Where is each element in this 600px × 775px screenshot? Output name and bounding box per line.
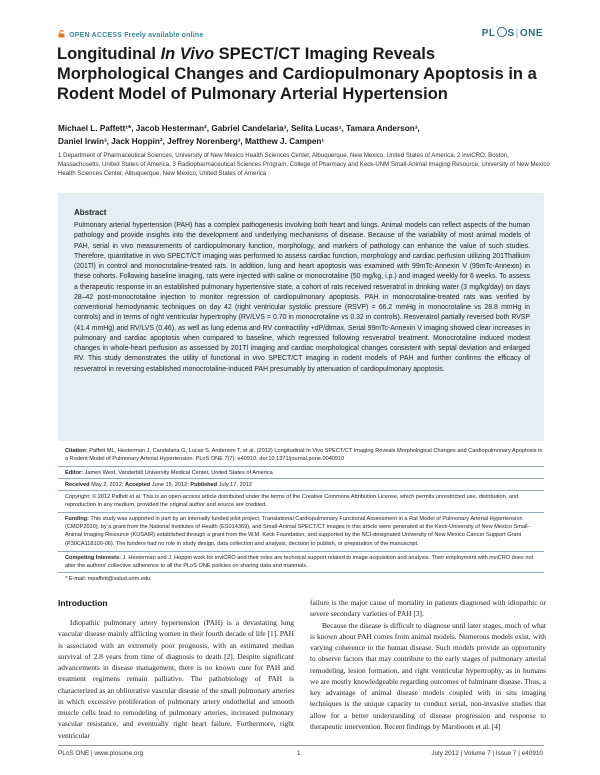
- author-line-2: Daniel Irwin³, Jack Hoppin², Jeffrey Norenberg³, Matthew J. Campen¹: [58, 137, 325, 146]
- funding: Funding: This study was supported in part by an internally funded pilot project, Translational Cardiopulmonary Functional Assessment in a Rat Model of Pulmonary Arterial Hypertension (CMDP2010), by a grant from the National Institutes of Health (ES014369), and Small-Animal SPECT/CT images in this article were generated at the Keck-University of New Mexico Small-Animal Imaging Resource (KUSAIR) established through a grant from the W.M. Keck Foundation, and supported by the NCI-designated University of New Mexico Cancer Support Grant (P30CA118100-06). The funders had no role in study design, data collection and analysis, decision to publish, or preparation of the manuscript.: [65, 516, 530, 547]
- journal-logo: PL S|ONE: [481, 28, 543, 39]
- open-access-text: OPEN ACCESS Freely available online: [69, 32, 204, 39]
- affiliations: 1 Department of Pharmaceutical Sciences, University of New Mexico Health Sciences Center, Albuquerque, New Mexico, United States of America, 2 inviCRO, Boston, Massachusetts, United States of America, 3 Radiopharmaceutical Sciences Program, College of Pharmacy and Keck-UNM Small-Animal Imaging Resource, University of New Mexico Health Sciences Center, Albuquerque, New Mexico, United States of America: [58, 152, 550, 178]
- footer-issue: July 2012 | Volume 7 | Issue 7 | e40910: [431, 750, 543, 757]
- intro-column-2: failure is the major cause of mortality in patients diagnosed with idiopathic or severe secondary varieties of PAH [3]. Because the disease is difficult to diagnose until later stages, much of what is known about PAH comes from animal models. Numerous models exist, with varying coherence to the human disease. Such models provide an opportunity to observe factors that may contribute to the early stages of pulmonary arterial remodeling, lesion formation, and right ventricular hypertrophy, as in humans we are mostly knowledgeable regarding outcomes of fulminant disease. Thus, a key advantage of animal disease models coupled with in situ imaging techniques is the unique capacity to conduct serial, non-invasive studies that allow for a better understanding of disease progression and response to therapeutic intervention. Recent findings by Marsboom et al. [4]: [310, 598, 546, 731]
- competing-interests: Competing Interests: J. Hesterman and J. Hoppin work for inviCRO and their roles are technical support related to image acquisition and analysis. Their employment with inviCRO does not alter the authors' collective adherence to all the PLoS ONE policies on sharing data and materials.: [65, 555, 534, 570]
- logo-o-icon: [497, 27, 507, 37]
- intro-column-1: Idiopathic pulmonary artery hypertension (PAH) is a devastating lung vascular disease mainly afflicting women in their fourth decade of life [1]. PAH is associated with an extremely poor prognosis, with an estimated median survival of 2.8 years from time of diagnosis to death [2]. Despite significant advancements in disease management, there is no known cure for PAH and treatment regimens remain palliative. The pathobiology of PAH is characterized as an obliterative vascular disease of the small pulmonary arteries in which excessive proliferation of pulmonary artery endothelial and smooth muscle cells lead to remodeling of pulmonary arteries, increased pulmonary vascular resistance, and eventually right heart failure. Furthermore, right ventricular: [58, 618, 294, 740]
- email: * E-mail: mpaffett@salud.unm.edu: [65, 576, 151, 582]
- article-title: Longitudinal In Vivo SPECT/CT Imaging Reveals Morphological Changes and Cardiopulmonary Apoptosis in a Rodent Model of Pulmonary Arterial Hypertension: [57, 45, 537, 103]
- open-access-badge: [58, 30, 204, 39]
- editor: Editor: James West, Vanderbilt University Medical Center, United States of America: [65, 470, 273, 476]
- introduction-heading: Introduction: [58, 598, 108, 608]
- abstract-heading: Abstract: [74, 208, 107, 217]
- citation: Citation: Paffett ML, Hesterman J, Candelaria G, Lucas S, Anderson T, et al. (2012) Longitudinal In Vivo SPECT/CT Imaging Reveals Morphological Changes and Cardiopulmonary Apoptosis in a Rodent Model of Pulmonary Arterial Hypertension. PLoS ONE 7(7): e40910. doi:10.1371/journal.pone.0040910: [65, 448, 543, 463]
- author-list: [58, 122, 548, 148]
- footer-journal: PLoS ONE | www.plosone.org: [58, 750, 144, 757]
- author-line-1: Michael L. Paffett¹*, Jacob Hesterman², Gabriel Candelaria³, Selita Lucas¹, Tamara Anderson³,: [58, 124, 420, 133]
- abstract-text: Pulmonary arterial hypertension (PAH) has a complex pathogenesis involving both heart and lungs. Animal models can reflect aspects of the human pathology and provide insights into the development and underlying mechanisms of disease. Because of the variability of most animal models of PAH, serial in vivo measurements of cardiopulmonary function, morphology, and markers of pathology can enhance the value of such studies. Therefore, quantitative in vivo SPECT/CT imaging was performed to assess cardiac function, morphology and cardiac perfusion utilizing 201Thallium (201Tl) in control and monocrotaline-treated rats. In addition, lung and heart apoptosis was examined with 99mTc-Annexin V (99mTc-Annexin) in these cohorts. Following baseline imaging, rats were injected with saline or monocrotaline (50 mg/kg, i.p.) and imaged weekly for 6 weeks. To assess a therapeutic response in an established pulmonary hypertensive state, a cohort of rats received resveratrol in drinking water (3 mg/kg/day) on days 28–42 post-monocrotaline injection to monitor regression of cardiopulmonary apoptosis. PAH in monocrotaline-treated rats was verified by conventional hemodynamic techniques on day 42 (right ventricular systolic pressure (RSVP) = 66.2 mmHg in monocrotaline vs 28.8 mmHg in controls) and in terms of right ventricular hypertrophy (RV/LVS = 0.70 in monocrotaline vs 0.32 in controls). Resveratrol partially reversed both RVSP (41.4 mmHg) and RV/LVS (0.46), as well as lung edema and RV contractility +dP/dtmax. Serial 99mTc-Annexin V imaging showed clear increases in pulmonary and cardiac apoptosis when compared to baseline, which regressed following resveratrol treatment. Monocrotaline induced modest changes in whole-heart perfusion as assessed by 201Tl imaging and cardiac morphological changes consistent with septal deviation and enlarged RV. This study demonstrates the utility of functional in vivo SPECT/CT imaging in rodent models of PAH and further confirms the efficacy of resveratrol in reversing established monocrotaline-induced PAH presumably by attenuation of cardiopulmonary apoptosis.: [74, 222, 530, 373]
- copyright: Copyright: © 2012 Paffett et al. This is an open-access article distributed under the terms of the Creative Commons Attribution License, which permits unrestricted use, distribution, and reproduction in any medium, provided the original author and source are credited.: [65, 494, 519, 509]
- dates: Received May 2, 2012; Accepted June 15, 2012; Published July 17, 2012: [65, 482, 252, 488]
- open-lock-icon: [58, 30, 65, 38]
- page-number: 1: [297, 750, 301, 757]
